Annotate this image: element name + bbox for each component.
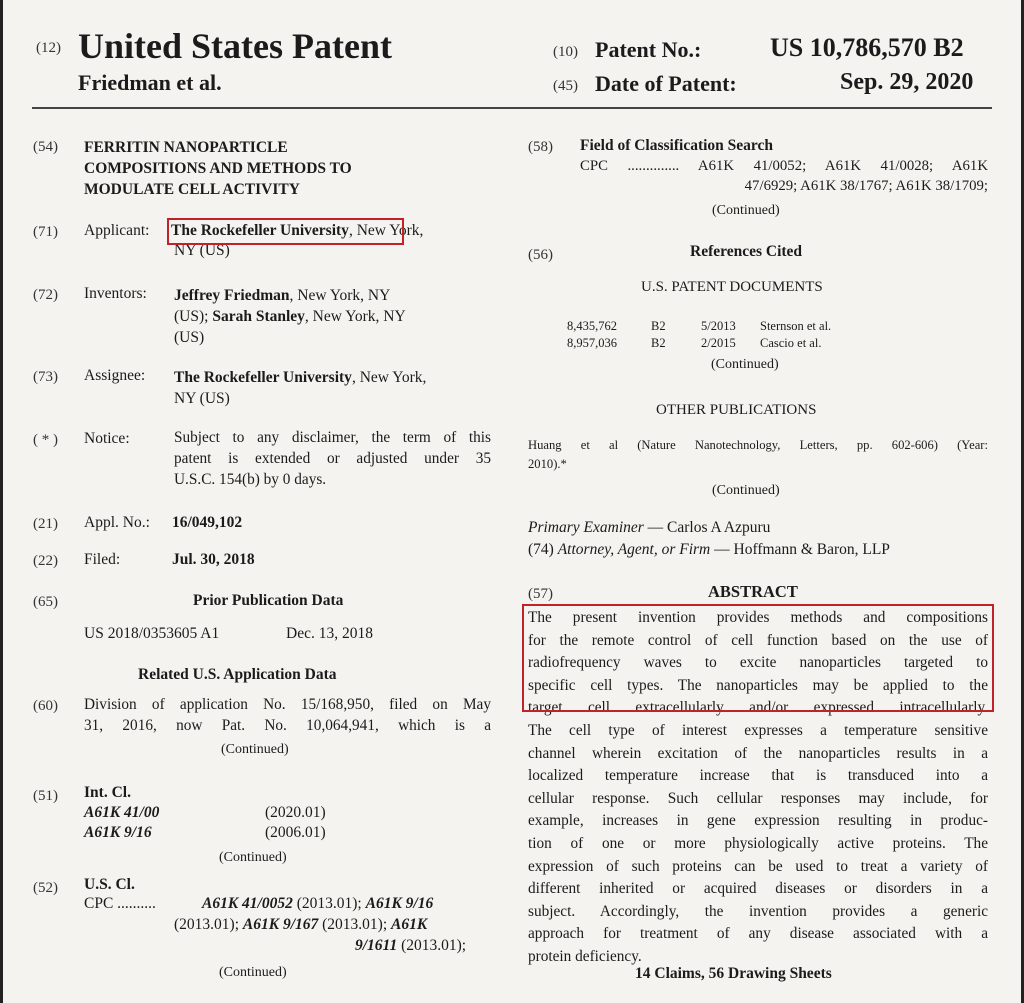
header-rule xyxy=(32,107,992,109)
date-label: Date of Patent: xyxy=(595,71,737,96)
inventor-location: , New York, NY xyxy=(289,287,391,304)
intcl-label: Int. Cl. xyxy=(84,784,131,801)
invention-title-line: FERRITIN NANOPARTICLE xyxy=(84,139,288,156)
division-line: 31, 2016, now Pat. No. 10,064,941, which is a xyxy=(84,717,491,734)
abstract-line: different inherited or acquired diseases or disorders in a xyxy=(528,880,988,898)
applicant-location-2: NY (US) xyxy=(174,242,230,259)
division-continued: (Continued) xyxy=(221,742,289,757)
uscl-year: (2013.01); xyxy=(318,916,392,933)
division-number: (60) xyxy=(33,698,58,714)
field-number: (58) xyxy=(528,139,553,155)
uscl-code: A61K xyxy=(391,916,428,933)
us-doc-name: Cascio et al. xyxy=(760,336,822,350)
appl-label: Appl. No.: xyxy=(84,514,150,531)
us-doc-number: 8,957,036 xyxy=(567,336,617,350)
attorney-name: — Hoffmann & Baron, LLP xyxy=(710,541,890,558)
abstract-line: target cell extracellularly and/or expressed intracellularly. xyxy=(528,699,988,717)
division-line: Division of application No. 15/168,950, filed on May xyxy=(84,696,491,713)
assignee-name: The Rockefeller University xyxy=(174,369,352,386)
us-doc-date: 5/2013 xyxy=(701,319,736,333)
us-doc-date: 2/2015 xyxy=(701,336,736,350)
abstract-line: for the remote control of cell function based on the use of xyxy=(528,631,988,649)
invention-title xyxy=(84,137,352,200)
invention-title-line: MODULATE CELL ACTIVITY xyxy=(84,181,300,198)
abstract-line: example, increases in gene expression resulting in produc- xyxy=(528,812,988,830)
uscl-year: (2013.01); xyxy=(397,937,467,954)
assignee-location: , New York, xyxy=(351,369,427,386)
intcl-code: A61K 9/16 xyxy=(84,824,152,841)
patent-no-number: (10) xyxy=(553,44,578,60)
date-number: (45) xyxy=(553,78,578,94)
notice-label: Notice: xyxy=(84,430,130,447)
field-heading: Field of Classification Search xyxy=(580,137,774,154)
field-text xyxy=(580,156,988,196)
abstract-line: radiofrequency waves to excite nanoparticles targeted to xyxy=(528,654,988,672)
abstract-line: specific cell types. The nanoparticles may be applied to the xyxy=(528,676,988,694)
applicant-label: Applicant: xyxy=(84,222,150,239)
intcl-year: (2020.01) xyxy=(265,804,326,821)
us-doc-number: 8,435,762 xyxy=(567,319,617,333)
us-doc-kind: B2 xyxy=(651,336,666,350)
notice-text xyxy=(174,427,491,490)
inventors-list xyxy=(174,285,406,348)
abstract-line: cellular response. Such cellular responses may include, for xyxy=(528,789,988,807)
assignee-number: (73) xyxy=(33,369,58,385)
prior-number: (65) xyxy=(33,594,58,610)
appl-number: (21) xyxy=(33,516,58,532)
inventors-label: Inventors: xyxy=(84,285,147,302)
abstract-number: (57) xyxy=(528,586,553,602)
abstract-line: The cell type of interest expresses a temperature sensitive xyxy=(528,721,988,739)
abstract-line: approach for treatment of any disease associated with a xyxy=(528,925,988,943)
intcl-code: A61K 41/00 xyxy=(84,804,160,821)
abstract-line: protein deficiency. xyxy=(528,947,642,965)
notice-number: ( * ) xyxy=(33,432,58,448)
field-line: 47/6929; A61K 38/1767; A61K 38/1709; xyxy=(744,178,988,194)
attorney-label: Attorney, Agent, or Firm xyxy=(557,541,711,558)
assignee-value xyxy=(174,367,426,409)
uscl-label: U.S. Cl. xyxy=(84,876,135,893)
patent-no-label: Patent No.: xyxy=(595,37,702,62)
invention-title-line: COMPOSITIONS AND METHODS TO xyxy=(84,160,352,177)
us-doc-kind: B2 xyxy=(651,319,666,333)
left-border xyxy=(0,0,3,1003)
inventors-number: (72) xyxy=(33,287,58,303)
field-continued: (Continued) xyxy=(712,203,780,218)
applicant-location: , New York, xyxy=(348,222,424,239)
other-pubs-continued: (Continued) xyxy=(712,483,780,498)
prior-heading: Prior Publication Data xyxy=(193,592,344,609)
uscl-code: A61K 9/167 xyxy=(242,916,319,933)
uscl-number: (52) xyxy=(33,880,58,896)
inventor-country: (US); xyxy=(174,308,209,325)
filed-number: (22) xyxy=(33,553,58,569)
prior-date: Dec. 13, 2018 xyxy=(286,625,373,642)
division-text xyxy=(84,694,491,736)
uscl-code: A61K 41/0052 xyxy=(202,895,293,912)
uscl-continued: (Continued) xyxy=(219,965,287,980)
us-docs-heading: U.S. PATENT DOCUMENTS xyxy=(641,279,823,295)
us-doc-name: Sternson et al. xyxy=(760,319,832,333)
other-pub-line: Huang et al (Nature Nanotechnology, Letters, pp. 602-606) (Year: xyxy=(528,438,988,452)
uscl-cpc-label: CPC .......... xyxy=(84,895,156,912)
date-value: Sep. 29, 2020 xyxy=(840,69,974,95)
applicant-number: (71) xyxy=(33,224,58,240)
filed-value: Jul. 30, 2018 xyxy=(172,551,255,568)
appl-value: 16/049,102 xyxy=(172,514,243,531)
uscl-code: 9/1611 xyxy=(355,937,398,954)
prior-publication: US 2018/0353605 A1 xyxy=(84,625,220,642)
inventor-country: (US) xyxy=(174,329,205,346)
other-pub-line: 2010).* xyxy=(528,457,567,471)
abstract-line: subject. Accordingly, the invention provides a generic xyxy=(528,902,988,920)
filed-label: Filed: xyxy=(84,551,121,568)
assignee-location-2: NY (US) xyxy=(174,390,230,407)
abstract-line: expression of such proteins can be used to treat a variety of xyxy=(528,857,988,875)
us-docs-continued: (Continued) xyxy=(711,357,779,372)
abstract-highlight-box xyxy=(522,604,994,712)
uscl-line-3 xyxy=(355,937,466,955)
notice-line: U.S.C. 154(b) by 0 days. xyxy=(174,471,327,488)
kind-code-number: (12) xyxy=(36,40,61,56)
applicant-name: The Rockefeller University xyxy=(171,222,349,239)
applicant-highlight-box xyxy=(167,218,404,245)
attorney-number: (74) xyxy=(528,541,554,558)
inventors-short: Friedman et al. xyxy=(78,70,222,95)
refs-heading: References Cited xyxy=(690,243,803,260)
abstract-line: localized temperature increase that is transduced into a xyxy=(528,767,988,785)
examiner-line xyxy=(528,519,770,537)
patent-no-value: US 10,786,570 B2 xyxy=(770,33,964,62)
uscl-line-2 xyxy=(174,916,427,934)
uscl-code: A61K 9/16 xyxy=(365,895,434,912)
other-pub-text xyxy=(528,436,988,474)
examiner-name: — Carlos A Azpuru xyxy=(643,519,771,536)
intcl-number: (51) xyxy=(33,788,58,804)
abstract-heading: ABSTRACT xyxy=(708,582,798,601)
other-pubs-heading: OTHER PUBLICATIONS xyxy=(656,402,817,418)
inventor-location: , New York, NY xyxy=(304,308,406,325)
abstract-line: The present invention provides methods and compositions xyxy=(528,609,988,626)
title-number: (54) xyxy=(33,139,58,155)
claims-summary: 14 Claims, 56 Drawing Sheets xyxy=(635,965,832,982)
uscl-year: (2013.01); xyxy=(174,916,243,933)
examiner-label: Primary Examiner xyxy=(528,519,644,536)
attorney-line xyxy=(528,541,890,559)
inventor-name: Jeffrey Friedman xyxy=(174,287,290,304)
assignee-label: Assignee: xyxy=(84,367,146,384)
intcl-year: (2006.01) xyxy=(265,824,326,841)
notice-line: Subject to any disclaimer, the term of this xyxy=(174,429,491,446)
abstract-line: channel wherein excitation of the nanoparticles results in a xyxy=(528,744,988,762)
abstract-line: tion of one or more physiologically active proteins. The xyxy=(528,834,988,852)
related-heading: Related U.S. Application Data xyxy=(138,666,337,683)
patent-title: United States Patent xyxy=(78,26,392,66)
refs-number: (56) xyxy=(528,247,553,263)
field-line: CPC .............. A61K 41/0052; A61K 41/0028; A61K xyxy=(580,158,988,174)
uscl-year: (2013.01); xyxy=(292,895,366,912)
inventor-name: Sarah Stanley xyxy=(212,308,305,325)
uscl-line-1 xyxy=(202,895,433,913)
intcl-continued: (Continued) xyxy=(219,850,287,865)
notice-line: patent is extended or adjusted under 35 xyxy=(174,450,491,467)
